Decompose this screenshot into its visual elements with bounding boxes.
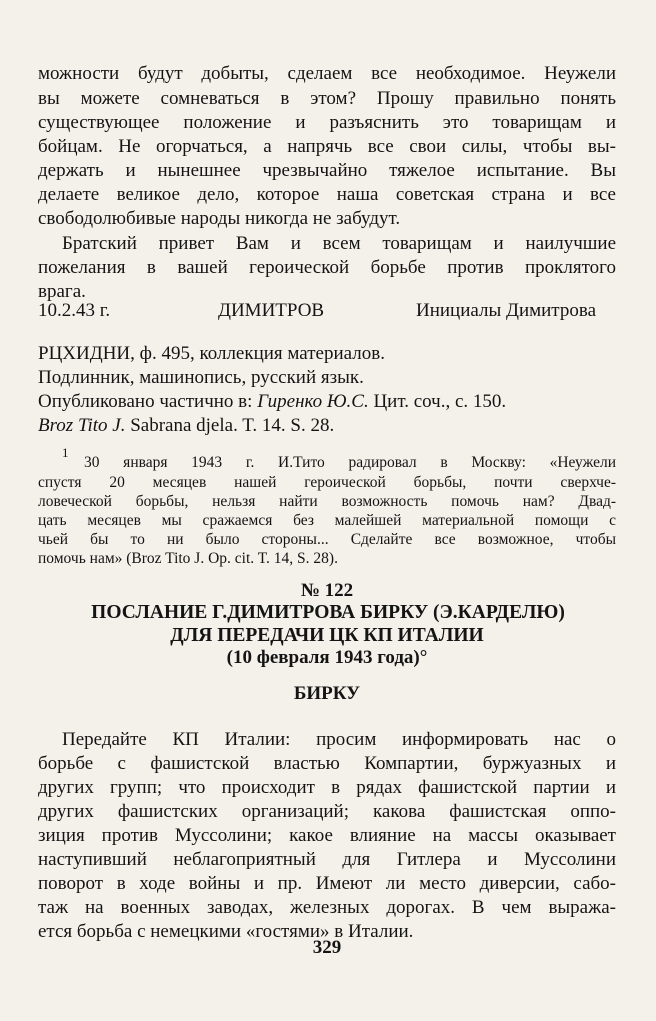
text-line: врага. <box>38 281 86 302</box>
text-line: свободолюбивые народы никогда не забудут. <box>38 208 401 229</box>
footnote-line: чьей бы то ни было стороны... Сделайте все возможное, чтобы <box>38 531 616 548</box>
text-line: Братский привет Вам и всем товарищам и наилучшие <box>62 233 616 254</box>
letter-date: 10.2.43 г. <box>38 300 111 321</box>
publication-author-2: Broz Tito J. <box>38 415 126 436</box>
footnote-line: цать месяцев мы сражаемся без малейшей материальной помощи с <box>38 512 616 529</box>
text-line: таж на военных заводах, железных дорогах. В чем выража- <box>38 897 616 918</box>
archive-publication-2 <box>38 415 334 437</box>
text-line: вы можете сомневаться в этом? Прошу правильно понять <box>38 88 616 109</box>
document-date: (10 февраля 1943 года)° <box>226 647 428 668</box>
publication-author: Гиренко Ю.С. <box>257 391 369 412</box>
footnote-line: 30 января 1943 г. И.Тито радировал в Москву: «Неужели <box>84 454 616 471</box>
archive-reference: РЦХИДНИ, ф. 495, коллекция материалов. <box>38 343 385 364</box>
archive-publication <box>38 391 616 413</box>
text-line: борьбе с фашистской властью Компартии, буржуазных и <box>38 753 616 774</box>
text-line: других фашистских организаций; какова фашистская оппо- <box>38 801 616 822</box>
text-line: можности будут добыты, сделаем все необходимое. Неужели <box>38 63 616 84</box>
text-line: наступивший неблагоприятный для Гитлера и Муссолини <box>38 849 616 870</box>
text-line: ется борьба с немецкими «гостями» в Италии. <box>38 921 414 942</box>
footnote-line: помочь нам» (Broz Tito J. Op. cit. T. 14, S. 28). <box>38 550 338 567</box>
text-line: пожелания в вашей героической борьбе против проклятого <box>38 257 616 278</box>
letter-initials: Инициалы Димитрова <box>416 300 596 321</box>
document-addressee: БИРКУ <box>293 683 361 704</box>
document-number: № 122 <box>300 580 354 601</box>
page-number: 329 <box>312 937 342 958</box>
document-title: ПОСЛАНИЕ Г.ДИМИТРОВА БИРКУ (Э.КАРДЕЛЮ) <box>91 602 565 623</box>
text-line: зиция против Муссолини; какое влияние на массы оказывает <box>38 825 616 846</box>
text-line: делаете великое дело, которое наша советская страна и все <box>38 184 616 205</box>
publication-prefix: Опубликовано частично в: <box>38 391 258 412</box>
text-line: поворот в ходе войны и пр. Имеют ли место диверсии, сабо- <box>38 873 616 894</box>
text-line: бойцам. Не огорчаться, а напрячь все свои силы, чтобы вы- <box>38 136 616 157</box>
footnote-marker: 1 <box>62 444 69 460</box>
letter-signature: ДИМИТРОВ <box>218 300 325 321</box>
footnote-line: ловеческой борьбы, нельзя найти возможность помочь нам? Двад- <box>38 493 616 510</box>
footnote-line: спустя 20 месяцев нашей героической борьбы, почти сверхче- <box>38 474 616 491</box>
archive-original: Подлинник, машинопись, русский язык. <box>38 367 364 388</box>
text-line: держать и нынешнее чрезвычайно тяжелое испытание. Вы <box>38 160 616 181</box>
publication-suffix-2: Sabrana djela. T. 14. S. 28. <box>125 415 335 436</box>
text-line: других групп; что происходит в рядах фашистской партии и <box>38 777 616 798</box>
publication-suffix: Цит. соч., с. 150. <box>368 391 507 412</box>
text-line: существующее положение и разъяснить это товарищам и <box>38 112 616 133</box>
document-title-2: ДЛЯ ПЕРЕДАЧИ ЦК КП ИТАЛИИ <box>170 625 484 646</box>
text-line: Передайте КП Италии: просим информировать нас о <box>62 729 616 750</box>
